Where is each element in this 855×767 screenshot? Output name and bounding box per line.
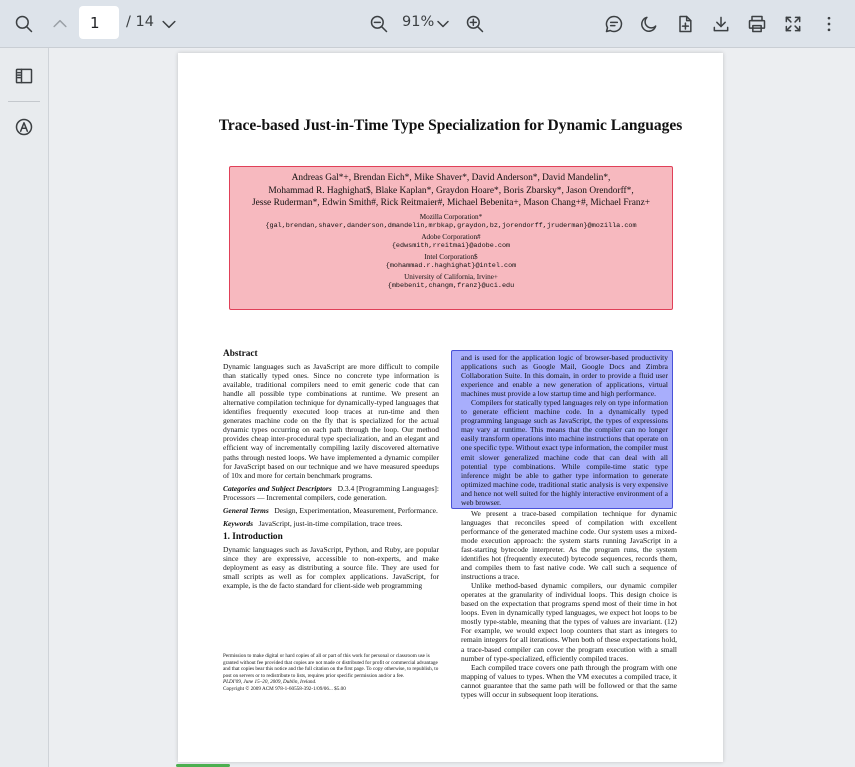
- zoom-level[interactable]: 91%: [402, 14, 435, 30]
- affiliation-uci: [230, 273, 672, 291]
- zoom-dropdown-chevron-icon[interactable]: [430, 11, 456, 37]
- affiliation-email: {edwsmith,rreitmai}@adobe.com: [391, 241, 511, 250]
- authors-line: Jesse Ruderman*, Edwin Smith#, Rick Reitmaier#, Michael Bebenita+, Mason Chang+#, Michael Franz+: [251, 198, 651, 208]
- text-highlight[interactable]: [451, 350, 673, 509]
- affiliation-email: {mohammad.r.haghighat}@intel.com: [385, 261, 517, 270]
- terms-text: Design, Experimentation, Measurement, Performance.: [274, 505, 438, 515]
- comment-icon[interactable]: [601, 11, 627, 37]
- keywords-text: JavaScript, just-in-time compilation, trace trees.: [258, 518, 403, 528]
- left-column: [223, 350, 439, 590]
- paragraph: Unlike method-based dynamic compilers, our dynamic compiler operates at the granularity of individual loops. This design choice is based on the expectation that programs spend most of their time in hot loops. Even in dynamically typed languages, we expect hot loops to be mostly type-stable, meaning that the types of values are invariant. (12) For example, we would expect loop counters that start as integers to remain integers for all iterations. When both of these expectations hold, a trace-based compiler can cover the program execution with a small number of type-specialized, efficiently compiled traces.: [461, 581, 677, 663]
- permission-notice: Permission to make digital or hard copies of all or part of this work for personal or classroom use is granted without fee provided that copies are not made or distributed for profit or commercial advantage and that copies bear this notice and the full citation on the first page. To copy otherwise, to republish, to post on servers or to redistribute to lists, requires prior specific permission and/or a fee.: [223, 653, 439, 679]
- affiliation-email: {gal,brendan,shaver,danderson,dmandelin,mrbkap,graydon,bz,jorendorff,jruderman}@mozilla.com: [265, 221, 637, 230]
- terms-label: General Terms: [223, 505, 269, 515]
- zoom-out-icon[interactable]: [366, 11, 392, 37]
- pdf-page: [178, 53, 723, 762]
- abstract-heading: Abstract: [223, 349, 258, 359]
- sidebar-divider: [8, 101, 40, 102]
- copyright-footer: [223, 653, 439, 693]
- authors-line: Mohammad R. Haghighat$, Blake Kaplan*, Graydon Hoare*, Boris Zbarsky*, Jason Orendorff*,: [268, 185, 634, 196]
- affiliation-email: {mbebenit,changm,franz}@uci.edu: [387, 281, 515, 290]
- zoom-in-icon[interactable]: [462, 11, 488, 37]
- copyright-text: Copyright © 2009 ACM 978-1-60558-392-1/09/06... $5.00: [223, 685, 346, 692]
- authors-highlight[interactable]: [229, 166, 673, 310]
- intro-text: Dynamic languages such as JavaScript, Python, and Ruby, are popular since they are expressive, accessible to non-experts, and make deployment as easy as distributing a source file. They are used for small scripts as well as for complex applications. JavaScript, for example, is the de facto standard for client-side web programming: [223, 544, 439, 591]
- left-sidebar: [0, 48, 49, 767]
- affiliation-name: Intel Corporation$: [424, 252, 478, 261]
- paper-title: Trace-based Just-in-Time Type Specialization for Dynamic Languages: [218, 117, 683, 134]
- conference-info: PLDI'09, June 15–20, 2009, Dublin, Ireland.: [223, 679, 317, 686]
- page-number-input[interactable]: [79, 6, 119, 39]
- moon-icon[interactable]: [636, 11, 662, 37]
- paragraph: We present a trace-based compilation technique for dynamic languages that reconciles speed of compilation with excellent performance of the generated machine code. Our system uses a mixed-mode execution approach: the system starts running JavaScript in a fast-starting bytecode interpreter. As the program runs, the system identifies hot (frequently executed) bytecode sequences, records them, and compiles them to fast native code. We call such a sequence of instructions a trace.: [461, 508, 677, 582]
- author-list: [230, 172, 672, 210]
- sidebar-toggle-icon[interactable]: [11, 63, 37, 89]
- affiliation-mozilla: [230, 213, 672, 231]
- affiliation-name: Mozilla Corporation*: [419, 212, 483, 221]
- paragraph: and is used for the application logic of browser-based productivity applications such as Google Mail, Google Docs and Zimbra Collaboration Suite. In this domain, in order to provide a fluid user experience and enable a new generation of applications, virtual machines must provide a low startup time and high performance.: [461, 353, 668, 399]
- paragraph: Compilers for statically typed languages rely on type information to generate efficient machine code. In a dynamically typed programming language such as JavaScript, the types of expressions may vary at runtime. This means that the compiler can no longer easily transform operations into machine instructions that operate on one specific type. Without exact type information, the compiler must emit slower generalized machine code that can deal with all potential type combinations. While compile-time static type inference might be able to gather type information to generate optimized machine code, traditional static analysis is very expensive and hence not well suited for the highly interactive environment of a web browser.: [461, 398, 668, 507]
- pdf-toolbar: [0, 0, 855, 48]
- add-file-icon[interactable]: [672, 11, 698, 37]
- authors-line: Andreas Gal*+, Brendan Eich*, Mike Shaver*, David Anderson*, David Mandelin*,: [291, 173, 611, 183]
- categories-label: Categories and Subject Descriptors: [223, 483, 332, 493]
- affiliation-adobe: [230, 233, 672, 251]
- intro-heading: 1. Introduction: [223, 531, 283, 542]
- affiliation-name: Adobe Corporation#: [421, 232, 481, 241]
- categories: [223, 484, 439, 502]
- abstract-text: Dynamic languages such as JavaScript are more difficult to compile than statically typed ones. Since no concrete type information is available, traditional compilers need to emit generic code that can handle all possible type combinations at runtime. We present an alternative compilation technique for dynamically-typed languages that identifies frequently executed loop traces at run-time and then generates machine code on the fly that is specialized for the actual dynamic types occurring on each path through the loop. Our method provides cheap inter-procedural type specialization, and an elegant and efficient way of incrementally compiling lazily discovered alternative paths through nested loops. We have implemented a dynamic compiler for JavaScript based on our technique and we have measured speedups of 10x and more for certain benchmark programs.: [223, 362, 439, 480]
- keywords-label: Keywords: [223, 518, 253, 528]
- affiliation-name: University of California, Irvine+: [404, 272, 498, 281]
- print-icon[interactable]: [744, 11, 770, 37]
- fullscreen-icon[interactable]: [780, 11, 806, 37]
- affiliation-intel: [230, 253, 672, 271]
- right-column: [461, 350, 677, 699]
- search-icon[interactable]: [11, 11, 37, 37]
- download-icon[interactable]: [708, 11, 734, 37]
- general-terms: [223, 506, 439, 515]
- chevron-down-icon[interactable]: [156, 11, 182, 37]
- page-total: / 14: [126, 14, 154, 30]
- draw-annotate-icon[interactable]: [11, 114, 37, 140]
- chevron-up-icon[interactable]: [47, 11, 73, 37]
- more-vertical-icon[interactable]: [816, 11, 842, 37]
- paragraph: Each compiled trace covers one path through the program with one mapping of values to types. When the VM executes a compiled trace, it cannot guarantee that the same path will be followed or that the same types will occur in subsequent loop iterations.: [461, 662, 677, 699]
- categories-text: D.3.4 [Programming Languages]: Processors — Incremental compilers, code generation.: [223, 483, 440, 502]
- keywords: [223, 519, 439, 528]
